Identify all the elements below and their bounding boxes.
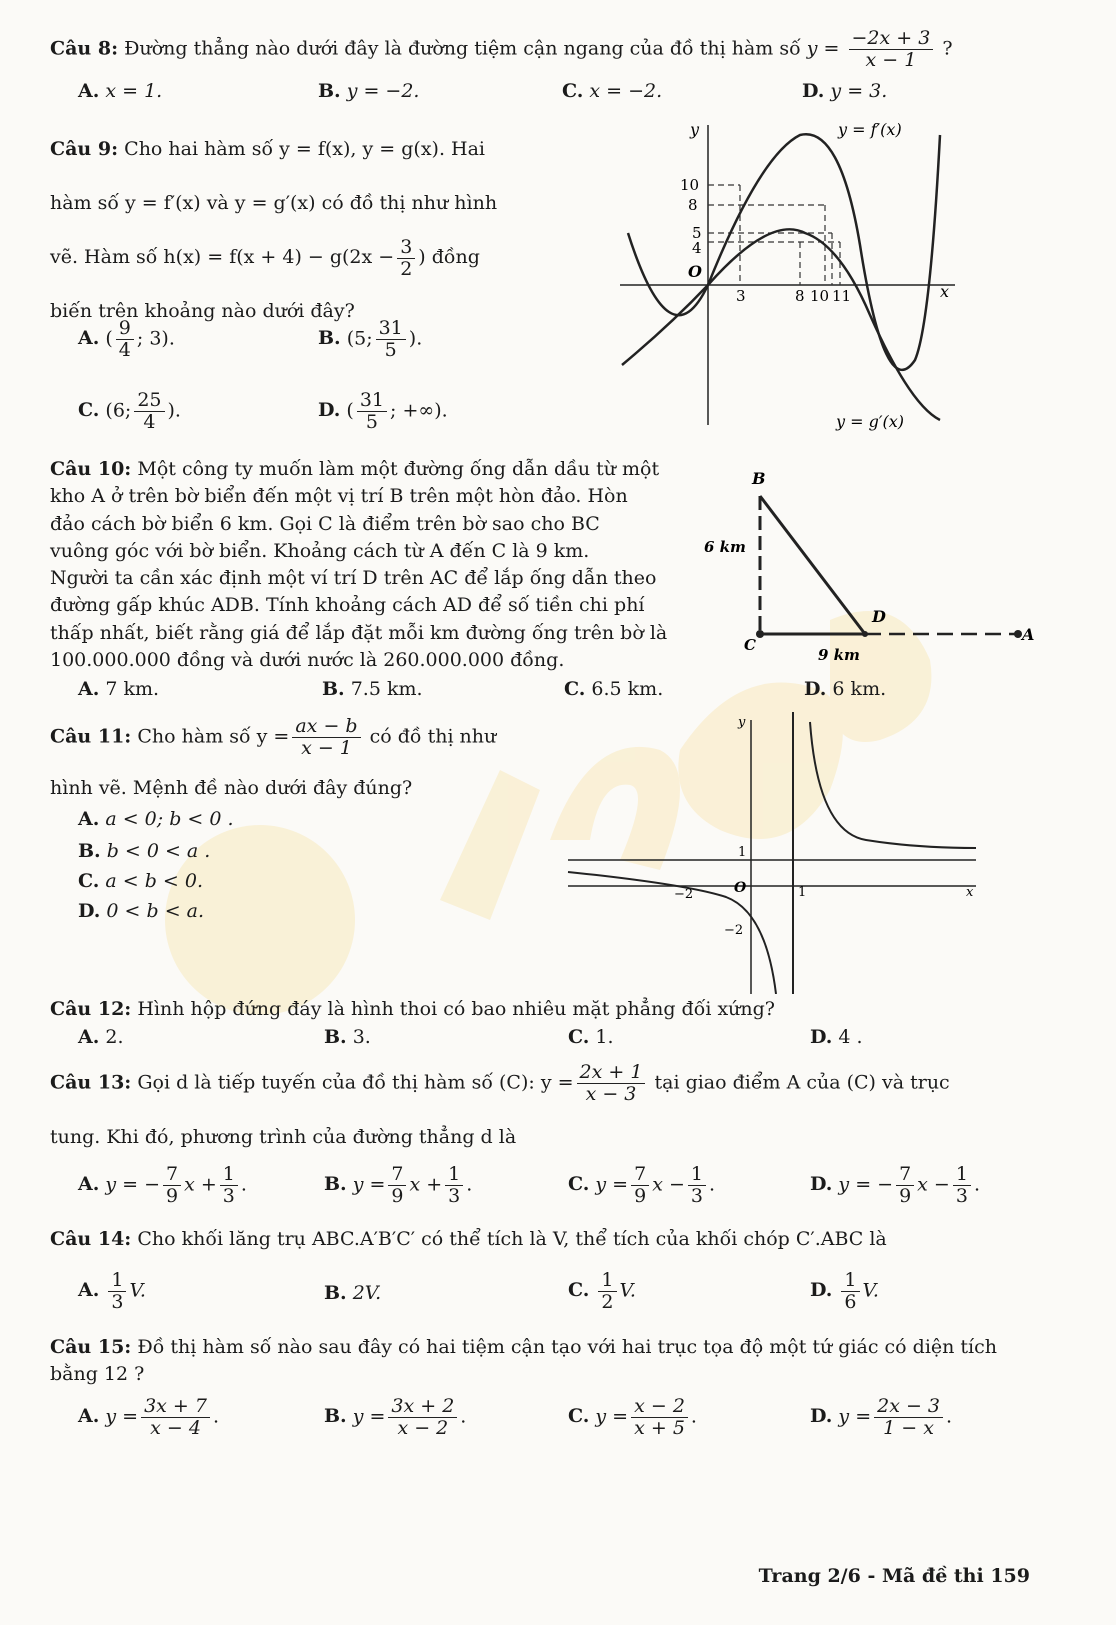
label-9km: 9 km (818, 646, 860, 664)
formula-part: ) đồng (418, 246, 480, 268)
question-label: Câu 13: (50, 1071, 132, 1094)
numerator: 25 (134, 390, 164, 412)
option-key: C. (568, 1405, 590, 1428)
option-b[interactable] (318, 318, 422, 361)
option-part: (5; (346, 327, 373, 350)
question-text: Hình hộp đứng đáy là hình thoi có bao nhiêu mặt phẳng đối xứng? (137, 998, 775, 1020)
option-part: . (690, 1405, 697, 1428)
option-key: A. (78, 1405, 100, 1428)
option-part: . (708, 1173, 716, 1196)
q10-figure (700, 466, 1050, 666)
option-value: 2. (105, 1026, 124, 1048)
denominator: 6 (844, 1290, 857, 1313)
x-tick: 11 (832, 287, 852, 305)
option-a[interactable] (78, 1270, 146, 1313)
option-key: A. (78, 808, 100, 830)
option-part: . (973, 1173, 980, 1196)
option-part: V. (129, 1279, 146, 1302)
option-a[interactable] (78, 678, 159, 700)
option-part: ( (105, 327, 113, 350)
denominator: x − 4 (150, 1416, 201, 1439)
page-footer: Trang 2/6 - Mã đề thi 159 (758, 1565, 1030, 1587)
option-d[interactable]: D. y = $\frac{2x - 3}{1 - x}$ . (810, 1395, 953, 1439)
denominator: 4 (143, 410, 156, 433)
option-c[interactable] (564, 678, 663, 700)
fraction (688, 1164, 706, 1207)
question-13 (50, 1062, 1070, 1105)
option-c[interactable] (562, 80, 662, 102)
option-value: 4 . (838, 1026, 863, 1048)
numerator: x − 2 (631, 1396, 688, 1418)
option-key: B. (324, 1405, 347, 1428)
fraction (116, 318, 134, 361)
option-key: C. (564, 678, 586, 700)
option-value: 3. (352, 1026, 371, 1048)
option-key: C. (78, 399, 100, 422)
fraction (220, 1164, 238, 1207)
option-value: 6 km. (832, 678, 887, 700)
option-value: 0 < b < a. (106, 900, 205, 922)
option-part: x − (917, 1173, 950, 1196)
question-mark: ? (942, 37, 953, 60)
question-line: thấp nhất, biết rằng giá để lắp đặt mỗi km đường ống trên bờ là (50, 621, 668, 644)
option-part: y = (352, 1173, 386, 1196)
question-line: tung. Khi đó, phương trình của đường thẳng d là (50, 1126, 517, 1148)
denominator: x + 5 (634, 1416, 685, 1439)
question-15 (50, 1334, 1070, 1388)
label-a: A (1022, 625, 1035, 644)
option-key: B. (318, 80, 341, 102)
option-value: a < b < 0. (105, 870, 204, 892)
q9-graph (610, 115, 960, 435)
option-key: C. (78, 870, 100, 892)
option-part: y = − (105, 1173, 161, 1196)
fraction (388, 1396, 457, 1439)
option-key: A. (78, 1173, 100, 1196)
option-key: A. (78, 327, 100, 350)
option-a[interactable] (78, 80, 162, 102)
option-a[interactable] (78, 318, 175, 361)
guide-lines (708, 185, 840, 285)
option-d[interactable] (810, 1270, 879, 1313)
option-key: B. (324, 1026, 347, 1048)
fraction (134, 390, 164, 433)
option-key: A. (78, 1279, 100, 1302)
question-line: hình vẽ. Mệnh đề nào dưới đây đúng? (50, 777, 413, 799)
fraction (631, 1396, 688, 1439)
question-line: 100.000.000 đồng và dưới nước là 260.000.000 đồng. (50, 649, 565, 672)
option-d[interactable] (318, 390, 448, 433)
y-tick: 4 (692, 239, 702, 257)
option-part: . (466, 1173, 473, 1196)
formula-y: y = (806, 37, 840, 60)
question-line: đường gấp khúc ADB. Tính khoảng cách AD để số tiền chi phí (50, 594, 645, 617)
question-line (50, 230, 570, 284)
option-key: B. (322, 678, 345, 700)
option-part: x + (409, 1173, 443, 1196)
denominator: 4 (118, 338, 131, 361)
label-6km: 6 km (704, 538, 746, 556)
fraction (292, 716, 360, 759)
x-tick: −2 (674, 887, 694, 902)
option-part: ( (346, 399, 354, 422)
fraction (953, 1164, 971, 1207)
option-key: A. (78, 80, 100, 102)
question-10 (50, 456, 700, 674)
point-a (1014, 630, 1022, 638)
numerator: 7 (631, 1164, 649, 1186)
option-key: D. (802, 80, 825, 102)
option-value: x = 1. (105, 80, 163, 102)
question-line: Một công ty muốn làm một đường ống dẫn dầu từ một (137, 458, 660, 480)
option-key: B. (324, 1173, 347, 1196)
option-c[interactable] (78, 870, 203, 892)
q11-graph (566, 712, 981, 994)
question-line: bằng 12 ? (50, 1363, 145, 1385)
x-tick: 10 (810, 287, 830, 305)
option-d[interactable] (810, 1164, 980, 1207)
origin-label: O (734, 880, 747, 896)
option-key: D. (810, 1026, 833, 1048)
option-value: 2V. (352, 1282, 382, 1304)
question-14 (50, 1226, 1070, 1253)
option-c[interactable] (78, 390, 181, 433)
option-c[interactable] (568, 1270, 636, 1313)
denominator: 3 (690, 1184, 703, 1207)
label-c: C (744, 636, 756, 654)
numerator: −2x + 3 (849, 28, 934, 50)
label-b: B (752, 469, 766, 488)
question-text: Cho hàm số y = (137, 725, 290, 748)
question-text: có đồ thị như (369, 725, 497, 748)
option-part: ). (408, 327, 423, 350)
question-label: Câu 14: (50, 1228, 132, 1250)
option-key: B. (318, 327, 341, 350)
fraction (874, 1396, 943, 1439)
numerator: 7 (163, 1164, 181, 1186)
y-tick: −2 (724, 923, 744, 938)
x-tick: 3 (736, 287, 746, 305)
fraction (141, 1396, 210, 1439)
fraction (357, 390, 387, 433)
numerator: 1 (108, 1270, 126, 1292)
denominator: 2 (400, 257, 413, 280)
fraction (577, 1062, 646, 1105)
x-tick: 8 (795, 287, 805, 305)
option-key: D. (78, 900, 101, 922)
question-line: kho A ở trên bờ biển đến một vị trí B trên một hòn đảo. Hòn (50, 485, 628, 508)
point-c (756, 630, 764, 638)
g-prime-label: y = g′(x) (836, 412, 904, 431)
numerator: 1 (598, 1270, 616, 1292)
y-axis-label: y (738, 715, 746, 730)
question-text: Gọi d là tiếp tuyến của đồ thị hàm số (C): y = (137, 1071, 574, 1094)
question-9 (50, 122, 570, 338)
fraction (388, 1164, 406, 1207)
origin-label: O (688, 262, 702, 281)
denominator: 9 (391, 1184, 404, 1207)
fraction (445, 1164, 463, 1207)
option-key: D. (810, 1173, 833, 1196)
numerator: 3 (397, 237, 415, 259)
fraction (397, 237, 415, 280)
option-value: 1. (595, 1026, 614, 1048)
question-label: Câu 11: (50, 725, 132, 748)
curve-right-branch (810, 722, 976, 848)
option-part: (6; (105, 399, 132, 422)
numerator: ax − b (292, 716, 360, 738)
denominator: x − 3 (585, 1082, 637, 1105)
option-b[interactable] (324, 1282, 381, 1304)
numerator: 7 (388, 1164, 406, 1186)
denominator: 9 (166, 1184, 179, 1207)
option-part: y = (595, 1173, 629, 1196)
fraction (108, 1270, 126, 1313)
option-b[interactable] (324, 1026, 371, 1048)
numerator: 1 (841, 1270, 859, 1292)
option-key: C. (568, 1279, 590, 1302)
fraction (841, 1270, 859, 1313)
question-text: Đồ thị hàm số nào sau đây có hai tiệm cận tạo với hai trục tọa độ một tứ giác có diện tích (137, 1336, 998, 1358)
option-c[interactable]: C. y = $\frac{x - 2}{x + 5}$ . (568, 1395, 697, 1439)
denominator: 9 (899, 1184, 912, 1207)
denominator: 2 (601, 1290, 614, 1313)
option-key: D. (318, 399, 341, 422)
question-line: vuông góc với bờ biển. Khoảng cách từ A đến C là 9 km. (50, 539, 590, 562)
f-prime-curve (628, 134, 940, 370)
option-key: B. (324, 1282, 347, 1304)
denominator: 5 (384, 338, 397, 361)
question-11 (50, 716, 570, 759)
option-value: y = −2. (346, 80, 420, 102)
option-c[interactable] (568, 1026, 614, 1048)
question-12 (50, 996, 775, 1023)
fraction (631, 1164, 649, 1207)
numerator: 3x + 7 (141, 1396, 210, 1418)
question-line: hàm số y = f′(x) và y = g′(x) có đồ thị như hình (50, 192, 498, 214)
f-prime-label: y = f′(x) (838, 120, 902, 139)
option-value: 7.5 km. (350, 678, 423, 700)
option-d[interactable] (802, 80, 887, 102)
option-key: C. (562, 80, 584, 102)
option-value: x = −2. (589, 80, 663, 102)
formula-part: vẽ. Hàm số h(x) = f(x + 4) − g(2x − (50, 246, 395, 268)
denominator: x − 2 (397, 1416, 449, 1439)
option-part: . (460, 1405, 467, 1428)
label-d: D (872, 607, 886, 626)
question-label: Câu 8: (50, 37, 119, 60)
question-text: Cho khối lăng trụ ABC.A′B′C′ có thể tích là V, thể tích của khối chóp C′.ABC là (137, 1228, 887, 1250)
y-axis-label: y (690, 120, 700, 139)
option-a[interactable] (78, 1026, 124, 1048)
question-label: Câu 9: (50, 138, 119, 160)
y-tick: 1 (738, 845, 747, 860)
option-b[interactable] (324, 1164, 472, 1207)
numerator: 1 (445, 1164, 463, 1186)
option-c[interactable] (568, 1164, 715, 1207)
segment-bd (760, 496, 865, 634)
numerator: 3x + 2 (388, 1396, 457, 1418)
denominator: 3 (222, 1184, 235, 1207)
question-label: Câu 10: (50, 458, 132, 480)
g-prime-curve (622, 229, 940, 420)
numerator: 31 (376, 318, 406, 340)
denominator: 5 (365, 410, 378, 433)
option-value: y = 3. (830, 80, 888, 102)
denominator: 3 (448, 1184, 461, 1207)
x-axis-label: x (940, 282, 950, 301)
option-part: V. (862, 1279, 879, 1302)
option-key: D. (810, 1279, 833, 1302)
y-tick: 5 (692, 224, 702, 242)
y-tick: 8 (688, 196, 698, 214)
question-line: đảo cách bờ biển 6 km. Gọi C là điểm trên bờ sao cho BC (50, 512, 600, 535)
numerator: 9 (116, 318, 134, 340)
point-d (862, 631, 868, 637)
option-b[interactable] (318, 80, 419, 102)
numerator: 31 (357, 390, 387, 412)
denominator: x − 1 (865, 48, 917, 71)
numerator: 1 (953, 1164, 971, 1186)
denominator: 1 − x (883, 1416, 934, 1439)
option-value: 6.5 km. (591, 678, 664, 700)
option-value: 7 km. (105, 678, 160, 700)
option-a[interactable] (78, 808, 234, 830)
y-tick: 10 (680, 176, 700, 194)
numerator: 1 (220, 1164, 238, 1186)
fraction (163, 1164, 181, 1207)
option-key: D. (810, 1405, 833, 1428)
option-part: ). (167, 399, 181, 422)
option-b[interactable] (78, 840, 210, 862)
numerator: 2x + 1 (577, 1062, 646, 1084)
question-line: Cho hai hàm số y = f(x), y = g(x). Hai (124, 138, 485, 160)
option-part: ; +∞). (390, 399, 448, 422)
option-key: A. (78, 678, 100, 700)
option-a[interactable] (78, 1164, 247, 1207)
option-part: ; 3). (136, 327, 175, 350)
question-label: Câu 12: (50, 998, 132, 1020)
option-part: x + (184, 1173, 217, 1196)
denominator: 3 (111, 1290, 124, 1313)
option-b[interactable] (322, 678, 423, 700)
numerator: 2x − 3 (874, 1396, 943, 1418)
fraction (849, 28, 934, 71)
question-text: tại giao điểm A của (C) và trục (654, 1071, 950, 1094)
denominator: 9 (634, 1184, 647, 1207)
question-text: Đường thẳng nào dưới đây là đường tiệm cận ngang của đồ thị hàm số (124, 37, 801, 60)
option-key: D. (804, 678, 827, 700)
denominator: x − 1 (301, 736, 352, 759)
option-d[interactable] (804, 678, 886, 700)
option-b[interactable]: B. y = $\frac{3x + 2}{x - 2}$ . (324, 1395, 467, 1439)
option-part: y = − (838, 1173, 894, 1196)
option-value: a < 0; b < 0 . (105, 808, 234, 830)
option-a[interactable]: A. y = $\frac{3x + 7}{x - 4}$ . (78, 1395, 220, 1439)
fraction (598, 1270, 616, 1313)
option-key: C. (568, 1173, 590, 1196)
fraction (896, 1164, 914, 1207)
option-part: V. (619, 1279, 636, 1302)
option-key: A. (78, 1026, 100, 1048)
question-8 (50, 28, 1070, 71)
question-line: biến trên khoảng nào dưới đây? (50, 300, 355, 322)
fraction (376, 318, 406, 361)
option-part: x − (652, 1173, 685, 1196)
option-part: . (946, 1405, 953, 1428)
option-d[interactable] (78, 900, 204, 922)
x-axis-label: x (966, 885, 974, 900)
option-part: . (212, 1405, 220, 1428)
option-key: B. (78, 840, 101, 862)
numerator: 1 (688, 1164, 706, 1186)
option-part: . (240, 1173, 247, 1196)
option-key: C. (568, 1026, 590, 1048)
option-d[interactable] (810, 1026, 863, 1048)
denominator: 3 (955, 1184, 968, 1207)
numerator: 7 (896, 1164, 914, 1186)
x-tick: 1 (798, 885, 807, 900)
option-value: b < 0 < a . (106, 840, 211, 862)
question-label: Câu 15: (50, 1336, 132, 1358)
question-line: Người ta cần xác định một ví trí D trên AC để lắp ống dẫn theo (50, 567, 657, 590)
